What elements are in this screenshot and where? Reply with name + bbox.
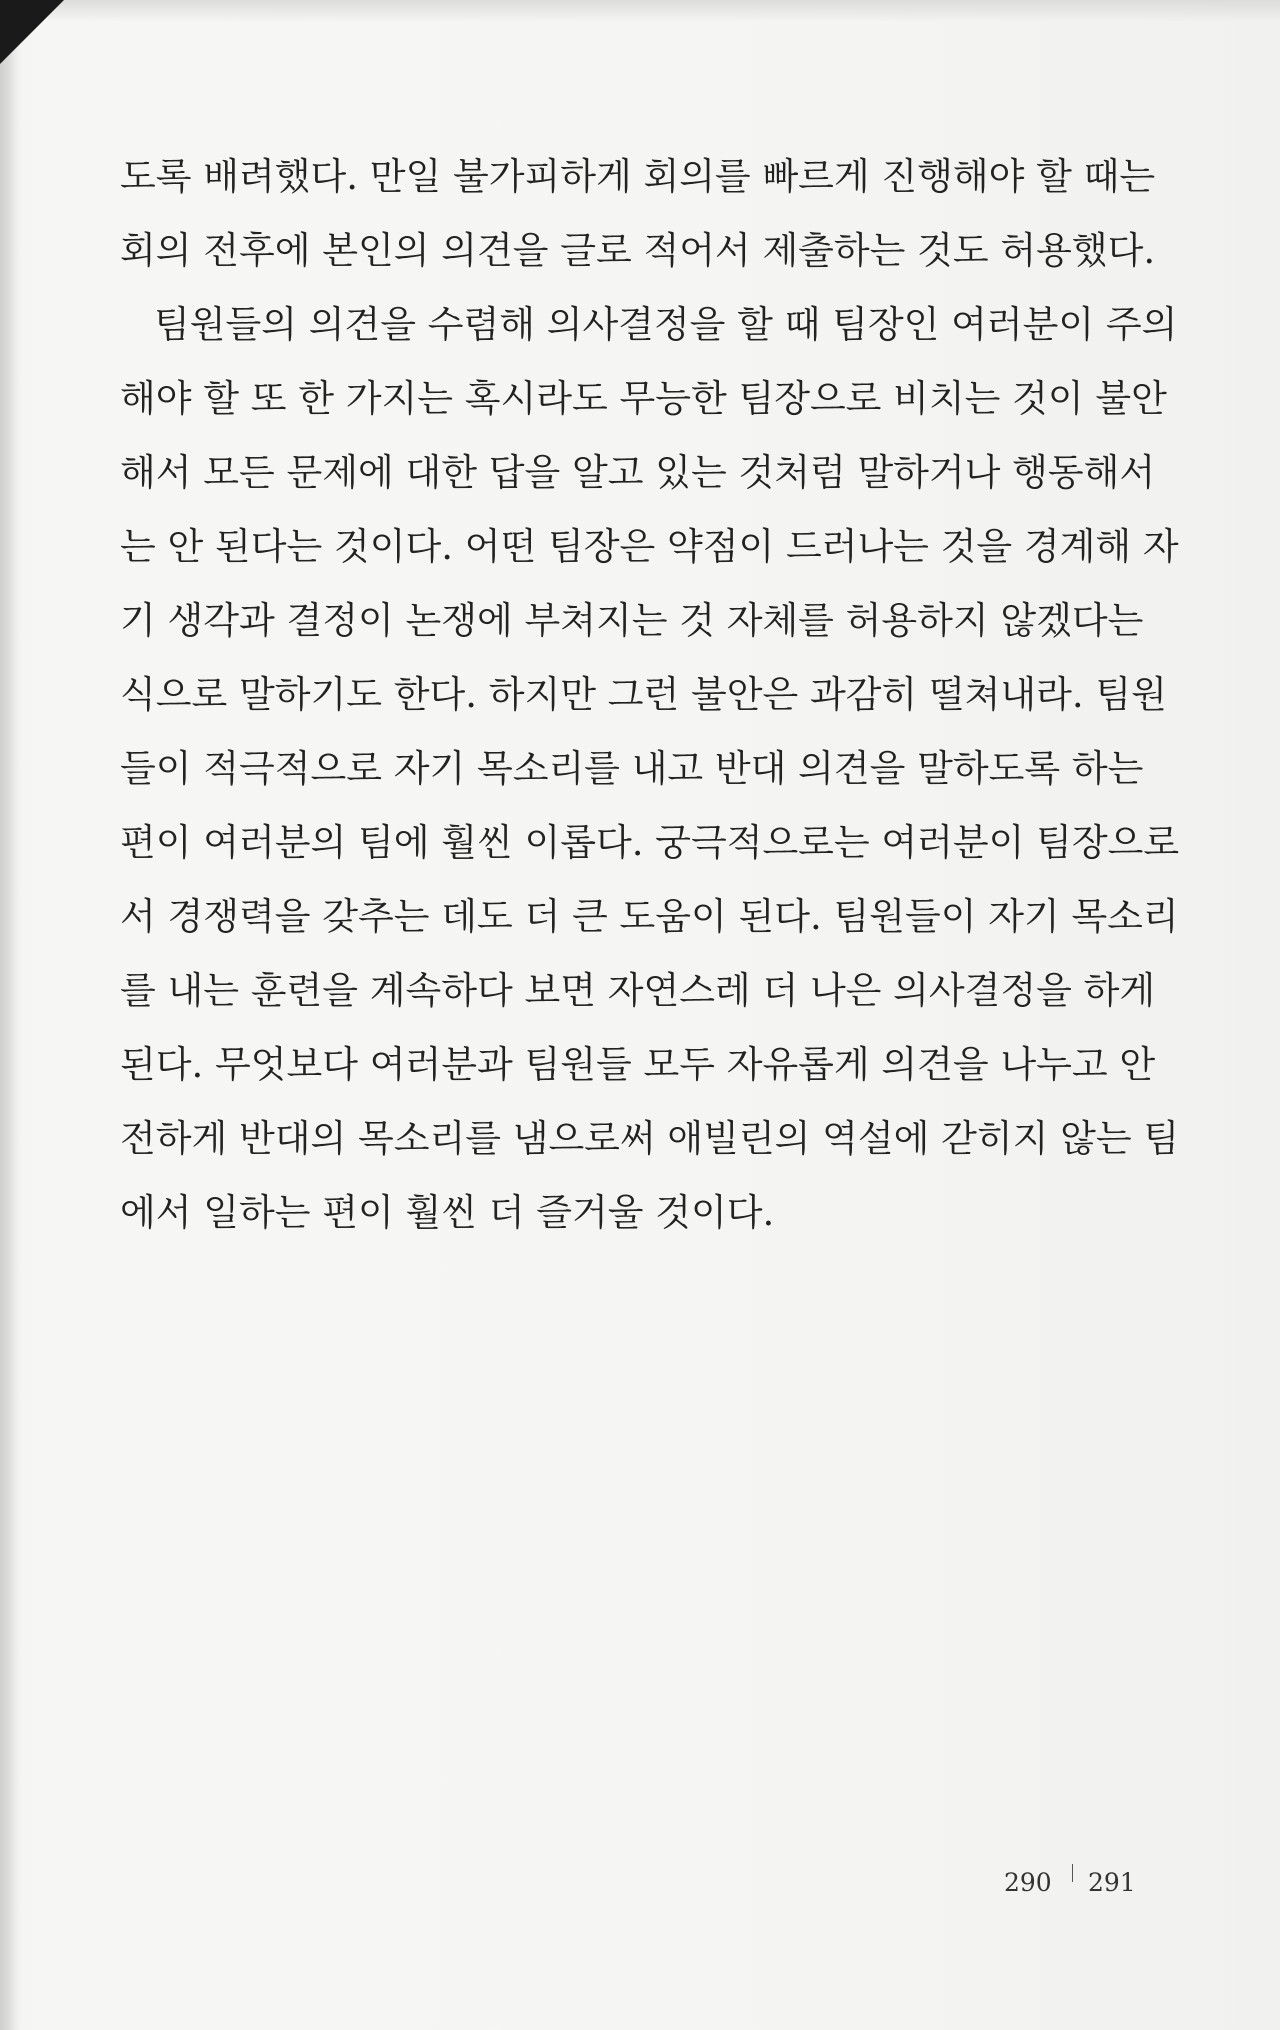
page-number-right: 291 xyxy=(1088,1868,1136,1897)
page-top-curl xyxy=(48,0,1280,22)
text-line: 해서 모든 문제에 대한 답을 알고 있는 것처럼 말하거나 행동해서 xyxy=(120,451,1156,494)
text-line: 된다. 무엇보다 여러분과 팀원들 모두 자유롭게 의견을 나누고 안 xyxy=(120,1043,1156,1086)
folio-divider xyxy=(1072,1864,1073,1882)
text-line: 팀원들의 의견을 수렴해 의사결정을 할 때 팀장인 여러분이 주의 xyxy=(154,303,1178,346)
text-line: 해야 할 또 한 가지는 혹시라도 무능한 팀장으로 비치는 것이 불안 xyxy=(120,377,1167,420)
text-line: 식으로 말하기도 한다. 하지만 그런 불안은 과감히 떨쳐내라. 팀원 xyxy=(120,673,1167,716)
text-line: 들이 적극적으로 자기 목소리를 내고 반대 의견을 말하도록 하는 xyxy=(120,747,1144,790)
text-line: 서 경쟁력을 갖추는 데도 더 큰 도움이 된다. 팀원들이 자기 목소리 xyxy=(120,895,1179,938)
page-number-left: 290 xyxy=(1004,1868,1052,1897)
text-line: 회의 전후에 본인의 의견을 글로 적어서 제출하는 것도 허용했다. xyxy=(120,229,1156,272)
text-line: 는 안 된다는 것이다. 어떤 팀장은 약점이 드러나는 것을 경계해 자 xyxy=(120,525,1179,568)
text-line: 편이 여러분의 팀에 훨씬 이롭다. 궁극적으로는 여러분이 팀장으로 xyxy=(120,821,1180,864)
text-line: 를 내는 훈련을 계속하다 보면 자연스레 더 나은 의사결정을 하게 xyxy=(120,969,1156,1012)
text-line: 에서 일하는 편이 훨씬 더 즐거울 것이다. xyxy=(120,1191,775,1234)
text-line: 전하게 반대의 목소리를 냄으로써 애빌린의 역설에 갇히지 않는 팀 xyxy=(120,1117,1180,1160)
text-line: 기 생각과 결정이 논쟁에 부쳐지는 것 자체를 허용하지 않겠다는 xyxy=(120,599,1144,642)
page-folio xyxy=(0,1864,1280,1904)
body-text xyxy=(120,140,1180,1250)
binding-shadow xyxy=(0,0,20,2030)
text-line: 도록 배려했다. 만일 불가피하게 회의를 빠르게 진행해야 할 때는 xyxy=(120,155,1156,198)
